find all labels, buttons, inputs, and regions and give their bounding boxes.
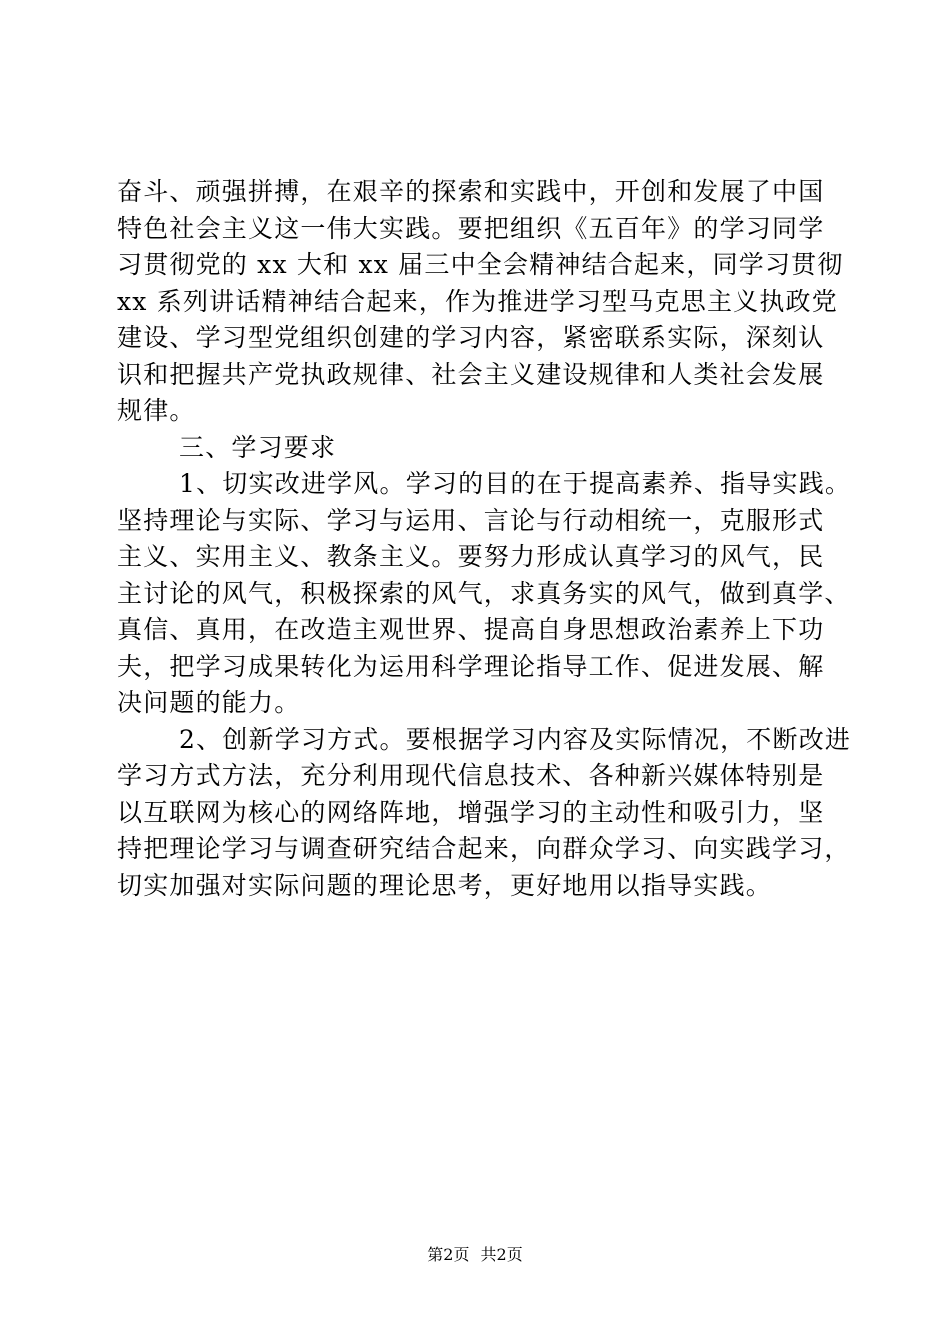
text-line: 奋斗、顽强拼搏，在艰辛的探索和实践中，开创和发展了中国 xyxy=(117,177,825,206)
text-line: 主讨论的风气，积极探索的风气，求真务实的风气，做到真学、 xyxy=(117,578,851,608)
text-line: 识和把握共产党执政规律、社会主义建设规律和人类社会发展 xyxy=(117,359,825,389)
text-line: 决问题的能力。 xyxy=(117,688,301,717)
text-line: 真信、真用，在改造主观世界、提高自身思想政治素养上下功 xyxy=(117,615,825,644)
text-line: 持把理论学习与调查研究结合起来，向群众学习、向实践学习， xyxy=(117,834,851,863)
document-body xyxy=(117,174,852,904)
paragraph-start: 1、切实改进学风。学习的目的在于提高素养、指导实践。 xyxy=(179,469,852,498)
page-number: 第2页 xyxy=(427,1245,470,1264)
paragraph-start: 2、创新学习方式。要根据学习内容及实际情况，不断改进 xyxy=(179,724,852,754)
text-line: 学习方式方法，充分利用现代信息技术、各种新兴媒体特别是 xyxy=(117,761,825,790)
text-line: 建设、学习型党组织创建的学习内容，紧密联系实际，深刻认 xyxy=(117,323,825,352)
page-total: 共2页 xyxy=(480,1245,523,1264)
text-line: 特色社会主义这一伟大实践。要把组织《五百年》的学习同学 xyxy=(117,213,825,243)
text-line: 主义、实用主义、教条主义。要努力形成认真学习的风气，民 xyxy=(117,542,825,571)
text-line: 习贯彻党的 xx 大和 xx 届三中全会精神结合起来，同学习贯彻 xyxy=(117,250,844,279)
text-line: 坚持理论与实际、学习与运用、言论与行动相统一，克服形式 xyxy=(117,505,825,535)
text-line: 以互联网为核心的网络阵地，增强学习的主动性和吸引力，坚 xyxy=(117,797,825,827)
text-line: 夫，把学习成果转化为运用科学理论指导工作、促进发展、解 xyxy=(117,651,825,681)
text-line: xx 系列讲话精神结合起来，作为推进学习型马克思主义执政党 xyxy=(117,286,838,316)
text-line: 规律。 xyxy=(117,396,196,425)
section-heading: 三、学习要求 xyxy=(179,432,337,462)
text-line: 切实加强对实际问题的理论思考，更好地用以指导实践。 xyxy=(117,870,773,900)
page-footer xyxy=(0,1244,950,1266)
